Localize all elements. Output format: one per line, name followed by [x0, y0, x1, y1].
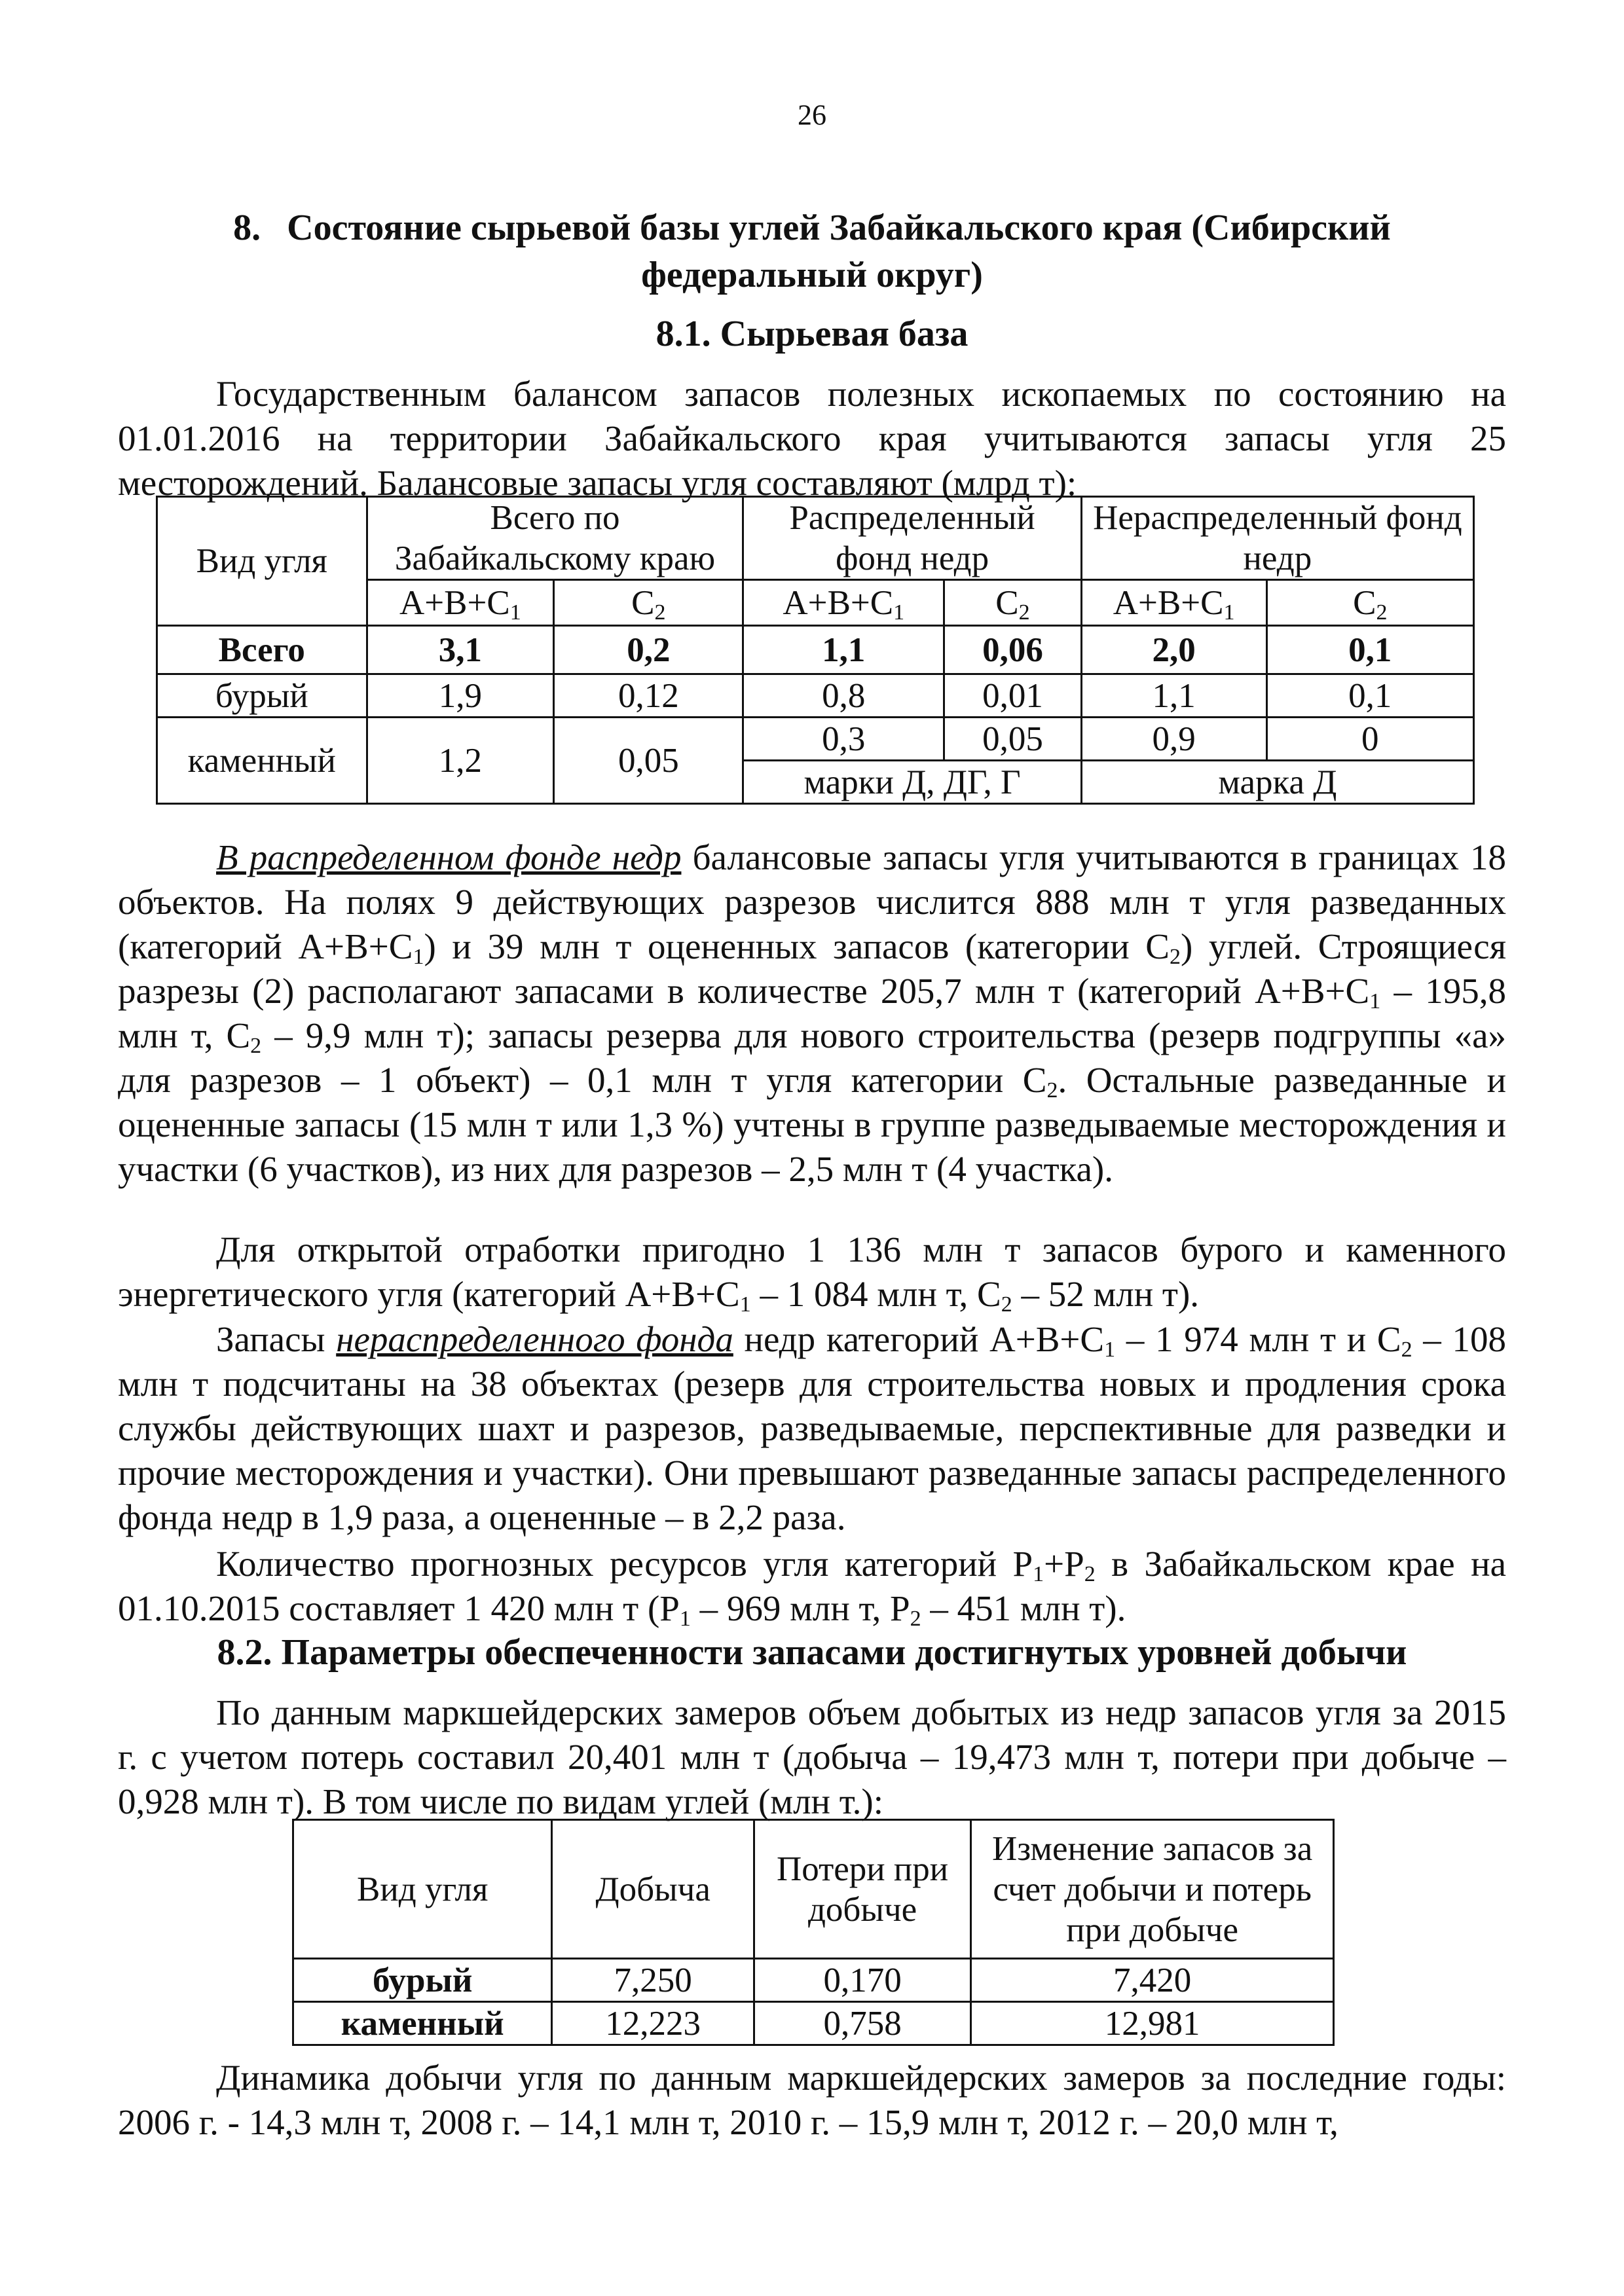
page-number: 26 — [798, 99, 826, 131]
cell: 0,758 — [754, 2002, 970, 2045]
distributed-grades: марки Д, ДГ, Г — [743, 761, 1081, 804]
cell: 7,250 — [552, 1959, 754, 2002]
cat-header-abc: $А+В+С_1$ — [367, 580, 554, 626]
cell: 3,1 — [367, 626, 554, 674]
row-label: каменный — [293, 2002, 552, 2045]
cat-header-c2: $С_2$ — [1266, 580, 1473, 626]
intro-text: Государственным балансом запасов полезных ископаемых по состоянию на 01.01.2016 на территории Забайкальского края учитываются запасы угля 25 месторождений. Балансовые запасы угля составляют (млрд т): — [118, 374, 1506, 503]
section-8-title-line2: федеральный округ) — [641, 255, 983, 295]
table-row-brown — [293, 1959, 1334, 2002]
table-row-total — [157, 626, 1474, 674]
cell: 1,1 — [1081, 674, 1266, 718]
italic-phrase: нераспределенного фонда — [336, 1319, 733, 1359]
table-row-hard — [157, 718, 1474, 761]
col-header-change: Изменение запасов за счет добычи и потерь при добыче — [971, 1820, 1334, 1959]
undistributed-grades: марка Д — [1081, 761, 1473, 804]
cell: 0,2 — [554, 626, 743, 674]
cell: 0,12 — [554, 674, 743, 718]
col-header-undistributed: Нераспределенный фонд недр — [1081, 497, 1473, 580]
cell: 0,9 — [1081, 718, 1266, 761]
cell: 12,981 — [971, 2002, 1334, 2045]
table-row-hard — [293, 2002, 1334, 2045]
section-8-heading — [0, 204, 1624, 299]
cell: 12,223 — [552, 2002, 754, 2045]
cell: 0,3 — [743, 718, 944, 761]
dynamics-paragraph: Динамика добычи угля по данным маркшейдерских замеров за последние годы: 2006 г. - 14,3 млн т, 2008 г. – 14,1 млн т, 2010 г. – 15,9 млн т, 2012 г. – 20,0 млн т, — [118, 2058, 1506, 2142]
section-8-title-line1: Состояние сырьевой базы углей Забайкальского края (Сибирский — [287, 208, 1391, 248]
cell: 1,9 — [367, 674, 554, 718]
section-8-2-heading: 8.2. Параметры обеспеченности запасами достигнутых уровней добычи — [217, 1632, 1407, 1673]
cell: 0,06 — [944, 626, 1082, 674]
cat-header-abc: $А+В+С_1$ — [743, 580, 944, 626]
col-header-distributed: Распределенный фонд недр — [743, 497, 1081, 580]
section-8-number: 8. — [233, 208, 261, 248]
forecast-paragraph: Количество прогнозных ресурсов угля категорий $Р_1+Р_2$ в Забайкальском крае на 01.10.2015 составляет 1 420 млн т ($Р_1 - 969$ млн т, $Р_2 - 451$ млн т). — [118, 1544, 1506, 1631]
distributed-paragraph: В распределенном фонде недр балансовые запасы угля учитываются в границах 18 объектов. На полях 9 действующих разрезов числится 888 млн т угля разведанных (категорий $А+В+С_1$) и 39 млн т оцененных запасов (категории $С_2$) углей. Строящиеся разрезы (2) располагают запасами в количестве 205,7 млн т (категорий $А+В+С_1 - 195,8$ млн т, $С_2 - 9,9$ млн т); запасы резерва для нового строительства (резерв подгруппы «а» для разрезов – 1 объект) – 0,1 млн т угля категории $С_2$. Остальные разведанные и оцененные запасы (15 млн т или 1,3 %) учтены в группе разведываемые месторождения и участки (6 участков), из них для разрезов – 2,5 млн т (4 участка). — [118, 837, 1507, 1189]
col-header-losses: Потери при добыче — [754, 1820, 970, 1959]
cell: 1,2 — [367, 718, 554, 804]
cell: 1,1 — [743, 626, 944, 674]
cell: 0,05 — [944, 718, 1082, 761]
undistributed-paragraph: Запасы нераспределенного фонда недр категорий $А+В+С_1 - 1$ 974 млн т и $С_2 - 108$ млн т подсчитаны на 38 объектах (резерв для строительства новых и продления срока службы действующих шахт и разрезов, разведываемые, перспективные для разведки и прочие месторождения и участки). Они превышают разведанные запасы распределенного фонда недр в 1,9 раза, а оцененные – в 2,2 раза. — [118, 1319, 1507, 1537]
intro-paragraph — [118, 372, 1506, 505]
cell: 0,1 — [1266, 674, 1473, 718]
cell: 0,1 — [1266, 626, 1473, 674]
row-label: каменный — [157, 718, 367, 804]
open-pit-paragraph: Для открытой отработки пригодно 1 136 млн т запасов бурого и каменного энергетического угля (категорий $А+В+С_1 - 1$ 084 млн т, $С_2 - 52$ млн т). — [118, 1230, 1506, 1317]
col-header-mining: Добыча — [552, 1820, 754, 1959]
reserves-table — [156, 496, 1475, 805]
mining-table — [292, 1819, 1335, 2046]
cat-header-c2: $С_2$ — [944, 580, 1082, 626]
cell: 0,05 — [554, 718, 743, 804]
mining-paragraph: По данным маркшейдерских замеров объем добытых из недр запасов угля за 2015 г. с учетом потерь составил 20,401 млн т (добыча – 19,473 млн т, потери при добыче – 0,928 млн т). В том числе по видам углей (млн т.): — [118, 1692, 1506, 1821]
col-header-type: Вид угля — [293, 1820, 552, 1959]
cell: 0,170 — [754, 1959, 970, 2002]
row-label: бурый — [293, 1959, 552, 2002]
cell: 0 — [1266, 718, 1473, 761]
row-label: Всего — [157, 626, 367, 674]
cell: 2,0 — [1081, 626, 1266, 674]
row-label: бурый — [157, 674, 367, 718]
cell: 0,01 — [944, 674, 1082, 718]
italic-phrase: В распределенном фонде недр — [216, 837, 682, 877]
section-8-1-heading: 8.1. Сырьевая база — [655, 314, 969, 354]
col-header-total: Всего по Забайкальскому краю — [367, 497, 743, 580]
cat-header-c2: $С_2$ — [554, 580, 743, 626]
cell: 0,8 — [743, 674, 944, 718]
col-header-type: Вид угля — [157, 497, 367, 626]
table-row-brown — [157, 674, 1474, 718]
cell: 7,420 — [971, 1959, 1334, 2002]
cat-header-abc: $А+В+С_1$ — [1081, 580, 1266, 626]
